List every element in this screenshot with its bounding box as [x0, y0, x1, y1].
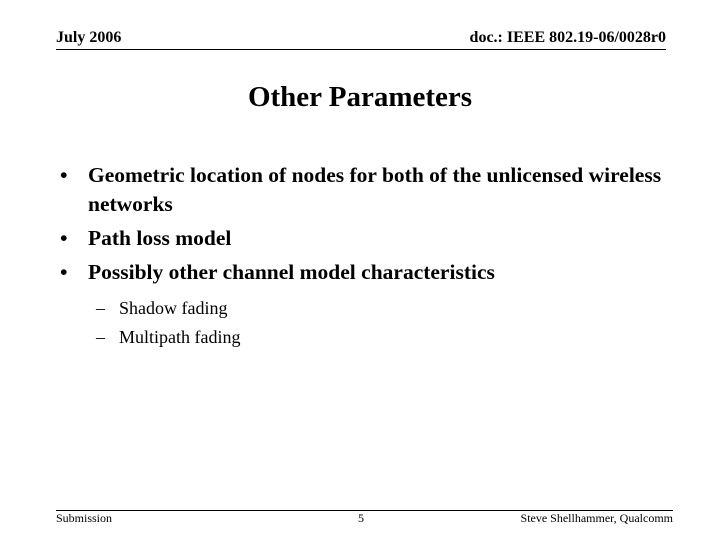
sub-bullet-text: Shadow fading — [119, 298, 228, 318]
sub-bullet-marker: – — [96, 327, 105, 347]
bullet-marker: • — [60, 260, 68, 284]
bullet-item-channel-model — [60, 258, 680, 352]
header-date: July 2006 — [56, 29, 122, 46]
footer-author: Steve Shellhammer, Qualcomm — [520, 511, 673, 525]
bullet-item-geometric-location — [60, 161, 680, 219]
bullet-marker: • — [60, 226, 68, 250]
sub-bullet-marker: – — [96, 298, 105, 318]
sub-bullet-text: Multipath fading — [119, 327, 241, 347]
sub-bullet-item-multipath-fading — [88, 323, 680, 352]
bullet-text: Path loss model — [88, 226, 232, 250]
sub-bullet-item-shadow-fading — [88, 294, 680, 323]
bullet-marker: • — [60, 163, 68, 187]
footer-submission: Submission — [56, 511, 113, 525]
page-number: 5 — [358, 511, 364, 525]
bullet-list — [60, 161, 680, 357]
bullet-item-path-loss — [60, 224, 680, 253]
header-divider — [56, 49, 666, 50]
bullet-text: Possibly other channel model characteristics — [88, 260, 495, 284]
bullet-text: Geometric location of nodes for both of the unlicensed wireless networks — [88, 163, 662, 216]
slide-title: Other Parameters — [247, 81, 473, 113]
sub-bullet-list — [88, 294, 680, 352]
header-doc-id: doc.: IEEE 802.19-06/0028r0 — [469, 29, 666, 46]
